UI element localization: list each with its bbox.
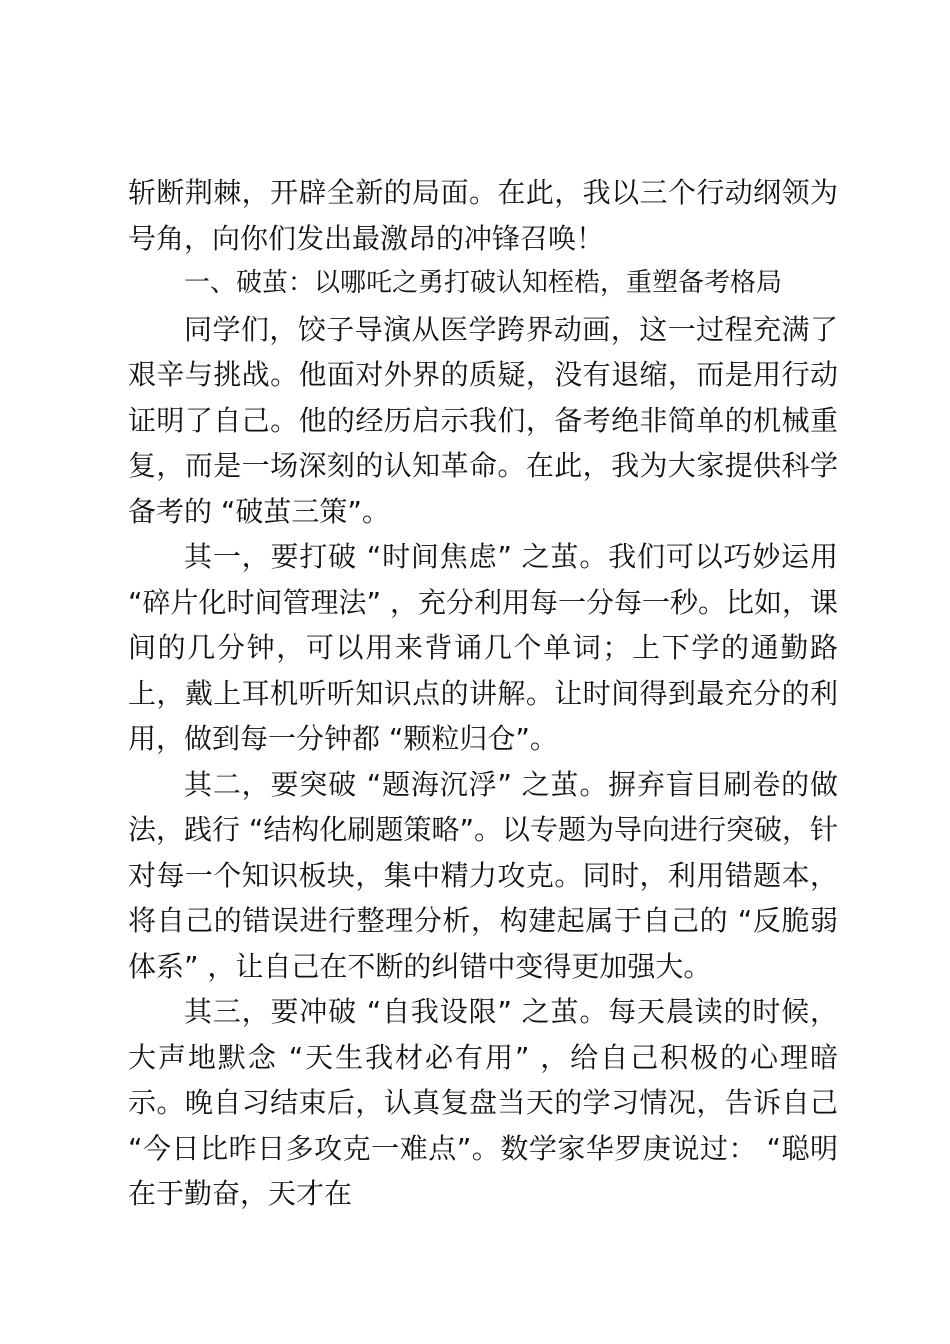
paragraph-strategy-two: 其二，要突破 “题海沉浮” 之茧。摒弃盲目刷卷的做法，践行 “结构化刷题策略”。以专题为导向进行突破，针对每一个知识板块，集中精力攻克。同时，利用错题本，将自己的错误进行整理分析，构建起属于自己的 “反脆弱体系” ，让自己在不断的纠错中变得更加强大。 [128, 767, 838, 983]
paragraph-continuation: 斩断荆棘，开辟全新的局面。在此，我以三个行动纲领为号角，向你们发出最激昂的冲锋召唤！ [128, 176, 838, 255]
paragraph-strategy-three: 其三，要冲破 “自我设限” 之茧。每天晨读的时候，大声地默念 “天生我材必有用” ，给自己积极的心理暗示。晚自习结束后，认真复盘当天的学习情况，告诉自己 “今日比昨日多攻克一难点”。数学家华罗庚说过： “聪明在于勤奋，天才在 [128, 995, 838, 1210]
section-heading: 一、破茧：以哪吒之勇打破认知桎梏，重塑备考格局 [184, 268, 783, 298]
paragraph-intro: 同学们，饺子导演从医学跨界动画，这一过程充满了艰辛与挑战。他面对外界的质疑，没有退缩，而是用行动证明了自己。他的经历启示我们，备考绝非简单的机械重复，而是一场深刻的认知革命。在此，我为大家提供科学备考的 “破茧三策”。 [128, 312, 838, 528]
paragraph-strategy-one: 其一，要打破 “时间焦虑” 之茧。我们可以巧妙运用 “碎片化时间管理法” ，充分利用每一分每一秒。比如，课间的几分钟，可以用来背诵几个单词；上下学的通勤路上，戴上耳机听听知识点的讲解。让时间得到最充分的利用，做到每一分钟都 “颗粒归仓”。 [128, 540, 838, 755]
document-body [128, 170, 838, 1217]
